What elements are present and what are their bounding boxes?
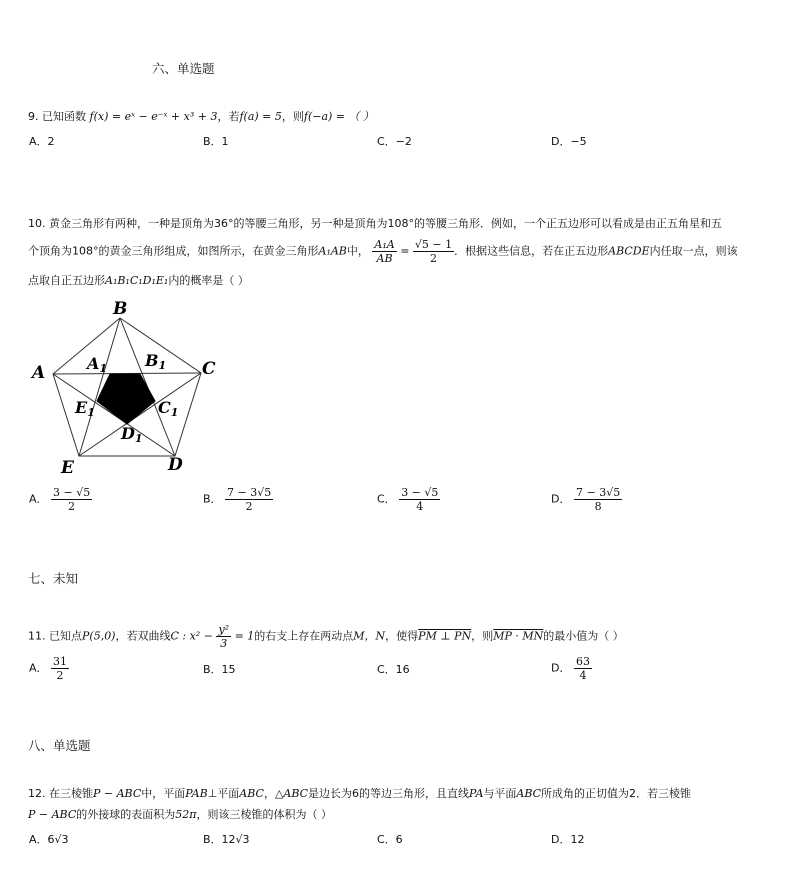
q10-option-c-frac — [399, 486, 440, 513]
q11-option-a-label: A． — [29, 661, 48, 675]
q12-option-b[interactable]: B．12√3 — [203, 833, 250, 846]
q11-option-a[interactable] — [29, 655, 69, 682]
q10-line2a: 个顶角为108°的黄金三角形组成，如图所示，在黄金三角形 — [28, 244, 319, 258]
q9-option-a[interactable]: A．2 — [29, 135, 55, 148]
q10-c-num: 3 − √5 — [401, 486, 439, 499]
q11-option-d[interactable] — [551, 655, 592, 682]
q11-d-den: 4 — [579, 669, 587, 682]
q9-mid2: ，则 — [281, 110, 304, 123]
q12-a: 12. 在三棱锥 — [28, 787, 93, 800]
q9-option-b[interactable]: B．1 — [203, 135, 229, 148]
q10-b-num: 7 − 3√5 — [227, 486, 272, 499]
q10-line2c: ．根据这些信息，若在正五边形 — [454, 244, 609, 258]
q10-ratio-den: AB — [376, 252, 393, 265]
q11-y-den: 3 — [220, 637, 228, 650]
label-a: A — [32, 363, 46, 383]
q12-option-a[interactable]: A．6√3 — [29, 833, 69, 846]
q10-option-d-frac — [574, 486, 622, 513]
q11-a: 11. 已知点 — [28, 629, 82, 643]
q11-option-b[interactable]: B．15 — [203, 663, 236, 676]
q9-mid: ，若 — [217, 110, 240, 123]
q12-area: 52π — [175, 808, 197, 821]
q12-e: 是边长为6的等边三角形，且直线 — [308, 787, 470, 800]
q9-condition: f(a) = 5 — [239, 110, 282, 123]
q11-perp: PM ⊥ PN — [418, 629, 472, 643]
section-heading-8: 八、单选题 — [28, 738, 91, 753]
q9-ask: f(−a) = （ ） — [303, 110, 375, 123]
q12-f: 与平面 — [483, 787, 517, 800]
q12-option-c[interactable]: C．6 — [377, 833, 403, 846]
section-heading-7: 七、未知 — [28, 571, 79, 586]
label-b: B — [113, 299, 128, 319]
q10-triangle: A₁AB — [318, 244, 347, 258]
q10-a-num: 3 − √5 — [53, 486, 91, 499]
q10-gold-num: √5 − 1 — [414, 238, 453, 251]
label-a1: A1 — [87, 354, 108, 375]
q10-option-a-label: A． — [29, 492, 48, 506]
q10-c-den: 4 — [416, 500, 424, 513]
q11-dot: MP · MN — [493, 629, 544, 643]
q11-f: ，则 — [471, 629, 494, 643]
q10-line-1: 10. 黄金三角形有两种，一种是顶角为36°的等腰三角形，另一种是顶角为108°的等腰三角形．例如，一个正五边形可以看成是由正五角星和五 — [28, 217, 722, 230]
q11-y-frac — [216, 623, 231, 650]
q10-option-b-frac — [225, 486, 273, 513]
question-11-stem — [28, 623, 624, 650]
q12-c: ⊥平面 — [207, 787, 240, 800]
q11-hyperbola-pre: C : x² − — [170, 629, 213, 643]
q12-abc2: ABC — [516, 787, 542, 800]
q10-b-den: 2 — [245, 500, 253, 513]
q11-point: P(5,0) — [82, 629, 116, 643]
q10-inner-pentagon: A₁B₁C₁D₁E₁ — [105, 274, 169, 287]
inner-pentagon — [97, 374, 155, 424]
q12-g: 所成角的正切值为2．若三棱锥 — [541, 787, 692, 800]
q12-option-d[interactable]: D．12 — [551, 833, 585, 846]
label-e1: E1 — [75, 398, 95, 419]
q10-option-d[interactable] — [551, 486, 622, 513]
section-heading-6: 六、单选题 — [152, 61, 215, 76]
question-12-line-2 — [28, 808, 332, 822]
q12-tetra-2: P − ABC — [28, 808, 77, 821]
q10-line3a: 点取自正五边形 — [28, 274, 105, 287]
q11-a-num: 31 — [53, 655, 68, 668]
q9-prefix: 9. 已知函数 — [28, 110, 86, 123]
q10-option-c[interactable] — [377, 486, 440, 513]
q10-option-d-label: D． — [551, 492, 571, 506]
q10-line2d: 内任取一点，则该 — [649, 244, 738, 258]
question-12-line-1 — [28, 787, 691, 801]
q10-pentagon: ABCDE — [608, 244, 650, 258]
q10-d-den: 8 — [594, 500, 602, 513]
q10-line-3 — [28, 274, 249, 288]
q10-ratio — [372, 238, 396, 265]
q9-function: f(x) = eˣ − e⁻ˣ + x³ + 3 — [89, 110, 218, 123]
q11-e: ，使得 — [385, 629, 419, 643]
q11-g: 的最小值为（ ） — [543, 629, 624, 643]
q10-gold-den: 2 — [430, 252, 438, 265]
q10-a-den: 2 — [68, 500, 76, 513]
q12-triangle: △ABC — [274, 787, 309, 800]
label-d1: D1 — [121, 424, 143, 445]
q10-line3b: 内的概率是（ ） — [168, 274, 249, 287]
q10-d-num: 7 − 3√5 — [575, 486, 621, 499]
q12-h: 的外接球的表面积为 — [76, 808, 176, 821]
q12-pab: PAB — [185, 787, 208, 800]
q12-pa: PA — [469, 787, 484, 800]
q12-b: 中，平面 — [141, 787, 186, 800]
q10-line-2 — [28, 238, 738, 265]
q11-mn: M，N — [353, 629, 386, 643]
q10-option-a[interactable] — [29, 486, 92, 513]
q11-y-num: y² — [218, 623, 230, 636]
q11-option-a-frac — [51, 655, 69, 682]
q10-line2b: 中， — [346, 244, 369, 258]
q12-d: ， — [263, 787, 275, 800]
q10-option-b[interactable] — [203, 486, 273, 513]
q11-d-num: 63 — [575, 655, 590, 668]
label-b1: B1 — [145, 351, 167, 372]
q11-a-den: 2 — [56, 669, 64, 682]
q10-option-a-frac — [51, 486, 92, 513]
q10-golden-ratio — [413, 238, 454, 265]
q11-option-d-label: D． — [551, 661, 571, 675]
q11-b: ，若双曲线 — [115, 629, 171, 643]
q11-option-c[interactable]: C．16 — [377, 663, 410, 676]
q10-option-c-label: C． — [377, 492, 396, 506]
question-9-stem — [28, 110, 374, 124]
q10-eq: = — [400, 244, 410, 258]
q12-abc: ABC — [239, 787, 264, 800]
q12-i: ，则该三棱锥的体积为（ ） — [196, 808, 332, 821]
label-e: E — [61, 458, 74, 478]
q11-d: 的右支上存在两动点 — [254, 629, 354, 643]
q11-option-d-frac — [574, 655, 592, 682]
q12-tetra-1: P − ABC — [93, 787, 142, 800]
label-d: D — [168, 455, 183, 475]
q9-option-d[interactable]: D．−5 — [551, 135, 587, 148]
q10-ratio-num: A₁A — [374, 238, 395, 251]
label-c1: C1 — [158, 398, 179, 419]
pentagon-star-figure — [25, 296, 225, 478]
q11-hyperbola-post: = 1 — [234, 629, 255, 643]
q9-option-c[interactable]: C．−2 — [377, 135, 412, 148]
q10-option-b-label: B． — [203, 492, 222, 506]
label-c: C — [202, 359, 216, 379]
